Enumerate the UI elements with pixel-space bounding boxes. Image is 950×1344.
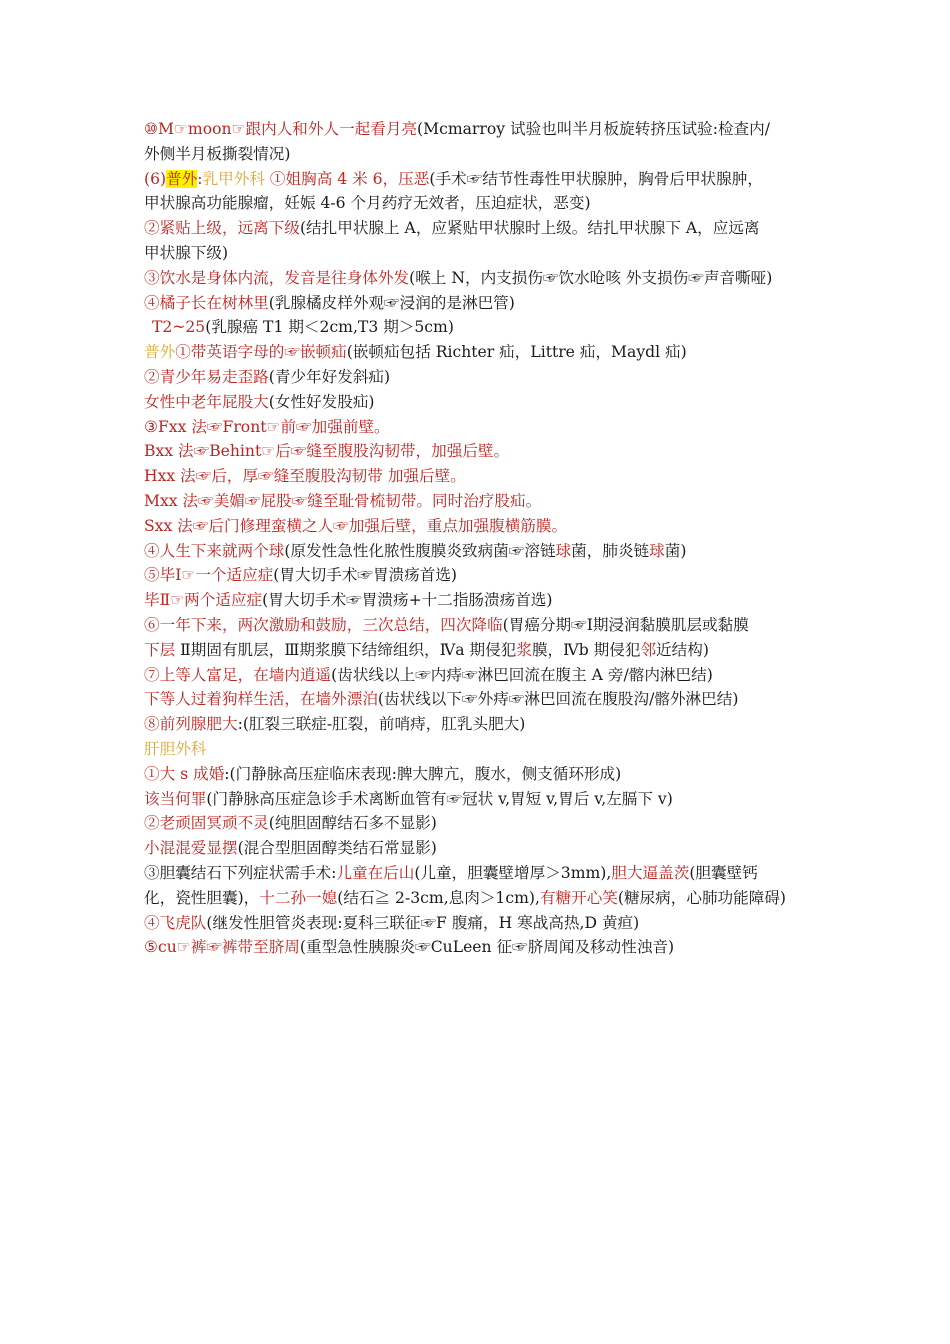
- text-segment: 近结构): [656, 640, 709, 659]
- text-line: [144, 315, 814, 340]
- text-segment: (齿状线以下☞外痔☞淋巴回流在腹股沟/髂外淋巴结): [377, 690, 739, 709]
- text-segment: ①姐胸高 4 米 6，压恶: [264, 169, 430, 188]
- text-segment: ③饮水是身体内流，发音是往身体外发: [144, 268, 410, 287]
- text-line: [144, 663, 814, 688]
- text-line: [144, 911, 814, 936]
- text-line: [144, 266, 814, 291]
- text-line: [144, 563, 814, 588]
- text-segment: (门静脉高压症急诊手术离断血管有☞冠状 v,胃短 v,胃后 v,左膈下 v): [206, 789, 673, 808]
- text-segment: ⑦上等人富足，在墙内逍遥: [144, 665, 332, 684]
- text-line: [144, 935, 814, 960]
- text-segment: ②老顽固冥顽不灵: [144, 814, 269, 833]
- text-line: [144, 514, 814, 539]
- highlighted-text: 普外: [166, 169, 198, 188]
- text-segment: 外侧半月板撕裂情况): [144, 144, 291, 163]
- text-line: [144, 291, 814, 316]
- text-segment: (乳腺癌 T1 期＜2cm,T3 期＞5cm): [205, 318, 454, 337]
- text-line: [144, 836, 814, 861]
- text-segment: 儿童在后山: [336, 863, 415, 882]
- text-line: [144, 886, 814, 911]
- text-segment: 下层: [144, 640, 176, 659]
- text-segment: (喉上 N，内支损伤☞饮水呛咳 外支损伤☞声音嘶哑): [409, 268, 773, 287]
- text-segment: 膜，Ⅳb 期侵犯: [531, 640, 641, 659]
- text-segment: ③胆囊结石下列症状需手术:: [144, 863, 337, 882]
- text-segment: ⑤毕Ⅰ☞一个适应症: [144, 566, 274, 585]
- text-segment: Ⅱ期固有肌层，Ⅲ期浆膜下结缔组织，Ⅳa 期侵犯: [175, 640, 517, 659]
- text-line: [144, 216, 814, 241]
- text-segment: (结扎甲状腺上 A，应紧贴甲状腺时上级。结扎甲状腺下 A，应远离: [299, 219, 760, 238]
- text-segment: 下等人过着狗样生活，在墙外漂泊: [144, 690, 378, 709]
- text-line: [144, 117, 814, 142]
- text-line: [144, 390, 814, 415]
- text-line: [144, 439, 814, 464]
- text-segment: 球: [649, 541, 665, 560]
- text-segment: ⑩M☞moon☞跟内人和外人一起看月亮: [144, 120, 418, 138]
- text-segment: (胃癌分期☞Ⅰ期浸润黏膜肌层或黏膜: [502, 615, 749, 634]
- text-segment: Mxx 法☞美媚☞屁股☞缝至耻骨梳韧带。同时治疗股疝。: [144, 491, 542, 510]
- text-segment: 球: [555, 541, 572, 560]
- text-segment: ⑥一年下来，两次激励和鼓励，三次总结，四次降临: [144, 615, 503, 634]
- text-segment: (女性好发股疝): [268, 392, 375, 411]
- text-segment: ③Fxx 法☞Front☞前☞加强前壁。: [144, 417, 390, 436]
- text-segment: (嵌顿疝包括 Richter 疝，Littre 疝，Maydl 疝): [346, 343, 687, 362]
- text-segment: 乳甲外科: [202, 169, 265, 188]
- text-segment: (结石≧ 2-3cm,息肉＞1cm),: [337, 888, 540, 907]
- text-segment: ④飞虎队: [144, 913, 207, 932]
- text-segment: ④人生下来就两个球: [144, 541, 285, 560]
- text-segment: 甲状腺下级): [144, 243, 229, 262]
- text-segment: Bxx 法☞Behint☞后☞缝至腹股沟韧带，加强后壁。: [144, 442, 510, 461]
- text-segment: 甲状腺高功能腺瘤，妊娠 4-6 个月药疗无效者，压迫症状，恶变): [144, 194, 591, 213]
- text-segment: ⑤cu☞裤☞裤带至脐周: [144, 938, 300, 957]
- text-segment: (青少年好发斜疝): [268, 367, 391, 386]
- text-segment: (混合型胆固醇类结石常显影): [237, 839, 437, 858]
- text-segment: ⑧前列腺肥大: [144, 715, 238, 734]
- text-segment: 胆大逼盖茨: [611, 863, 690, 882]
- text-line: [144, 167, 814, 192]
- text-segment: Hxx 法☞后，厚☞缝至腹股沟韧带 加强后壁。: [144, 467, 466, 486]
- text-line: [144, 241, 814, 266]
- text-segment: 邻: [640, 640, 657, 659]
- text-segment: 小混混爱显摆: [144, 839, 238, 858]
- text-segment: (重型急性胰腺炎☞CuLeen 征☞脐周闻及移动性浊音): [299, 938, 675, 957]
- text-line: [144, 539, 814, 564]
- text-line: [144, 638, 814, 663]
- text-segment: (乳腺橘皮样外观☞浸润的是淋巴管): [268, 293, 515, 312]
- text-segment: 毕Ⅱ☞两个适应症: [144, 591, 263, 610]
- text-segment: 该当何罪: [144, 789, 207, 808]
- text-segment: 十二孙一媳: [259, 888, 338, 907]
- text-line: [144, 464, 814, 489]
- text-segment: :(门静脉高压症临床表现:脾大脾亢，腹水，侧支循环形成): [224, 764, 622, 783]
- text-line: [144, 415, 814, 440]
- text-segment: (手术☞结节性毒性甲状腺肿，胸骨后甲状腺肿，: [429, 169, 763, 188]
- text-line: [144, 712, 814, 737]
- text-segment: 普外: [144, 343, 176, 362]
- text-segment: 菌，肺炎链: [571, 541, 650, 560]
- text-line: [144, 365, 814, 390]
- text-segment: Sxx 法☞后门修理蛮横之人☞加强后壁，重点加强腹横筋膜。: [144, 516, 568, 535]
- document-page: [144, 117, 814, 960]
- text-line: [144, 340, 814, 365]
- text-segment: (儿童，胆囊壁增厚＞3mm),: [414, 863, 612, 882]
- text-line: [144, 762, 814, 787]
- text-segment: 化，瓷性胆囊)，: [144, 888, 260, 907]
- text-segment: (齿状线以上☞内痔☞淋巴回流在腹主 A 旁/髂内淋巴结): [331, 665, 713, 684]
- text-line: [144, 787, 814, 812]
- text-segment: ②紧贴上级，远离下级: [144, 219, 300, 238]
- text-line: [144, 687, 814, 712]
- text-segment: (继发性胆管炎表现:夏科三联征☞F 腹痛，H 寒战高热,D 黄疸): [206, 913, 640, 932]
- text-segment: (6): [144, 169, 167, 188]
- text-segment: T2~25: [152, 318, 206, 337]
- text-line: [144, 861, 814, 886]
- text-line: [144, 489, 814, 514]
- text-segment: (胆囊壁钙: [689, 863, 758, 882]
- text-segment: 女性中老年屁股大: [144, 392, 269, 411]
- text-line: [144, 142, 814, 167]
- text-line: [144, 811, 814, 836]
- text-segment: (原发性急性化脓性腹膜炎致病菌☞溶链: [284, 541, 556, 560]
- text-segment: (胃大切手术☞胃溃疡首选): [273, 566, 457, 585]
- text-line: [144, 613, 814, 638]
- text-segment: :(肛裂三联症-肛裂，前哨痔，肛乳头肥大): [237, 715, 526, 734]
- text-segment: ①带英语字母的☞嵌顿疝: [175, 343, 347, 362]
- text-segment: (纯胆固醇结石多不显影): [268, 814, 437, 833]
- text-segment: 浆: [516, 640, 532, 659]
- text-line: [144, 191, 814, 216]
- text-segment: ②青少年易走歪路: [144, 367, 269, 386]
- text-segment: (胃大切手术☞胃溃疡+十二指肠溃疡首选): [262, 591, 553, 610]
- text-segment: (糖尿病，心肺功能障碍): [617, 888, 787, 907]
- text-line: [144, 588, 814, 613]
- text-segment: ①大 s 成婚: [144, 764, 225, 783]
- text-segment: 菌): [664, 541, 687, 560]
- text-line: [144, 737, 814, 762]
- text-segment: 肝胆外科: [144, 739, 207, 758]
- text-segment: 有糖开心笑: [539, 888, 618, 907]
- text-segment: (Mcmarroy 试验也叫半月板旋转挤压试验:检查内/: [417, 120, 770, 138]
- text-segment: :: [197, 169, 203, 188]
- text-segment: ④橘子长在树林里: [144, 293, 269, 312]
